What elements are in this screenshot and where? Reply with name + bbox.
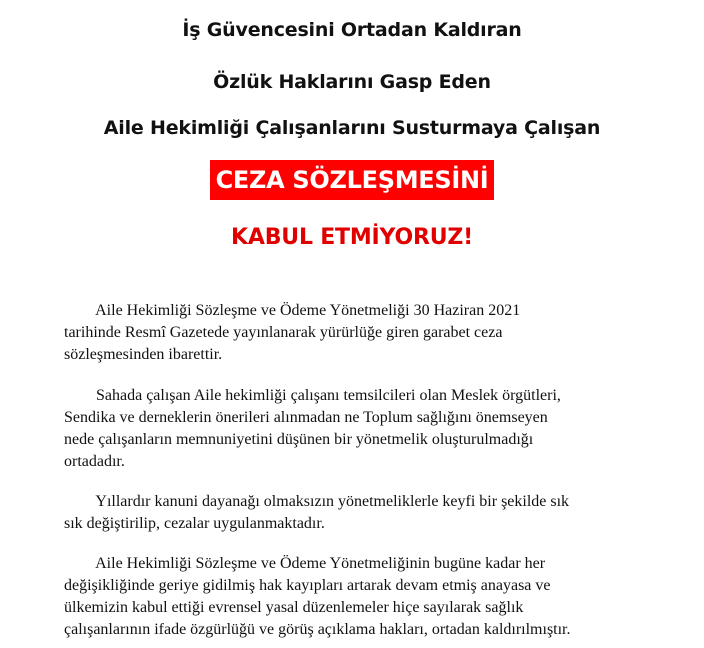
- slogan: KABUL ETMİYORUZ!: [231, 225, 473, 250]
- heading-line-1: İş Güvencesini Ortadan Kaldıran: [182, 19, 522, 41]
- paragraph-line: Sendika ve derneklerin önerileri alınmadan ne Toplum sağlığını önemseyen: [64, 409, 548, 426]
- paragraph-line: sözleşmesinden ibarettir.: [64, 346, 223, 363]
- paragraph-line: sık değiştirilip, cezalar uygulanmaktadır.: [64, 515, 325, 532]
- paragraph-3: [64, 491, 636, 535]
- paragraph-line: ülkemizin kabul ettiği evrensel yasal düzenlemeler hiçe sayılarak sağlık: [64, 599, 524, 616]
- paragraph-line: Sahada çalışan Aile hekimliği çalışanı temsilcileri olan Meslek örgütleri,: [64, 387, 561, 404]
- paragraph-4: [64, 553, 636, 641]
- paragraph-line: Aile Hekimliği Sözleşme ve Ödeme Yönetmeliği 30 Haziran 2021: [64, 302, 521, 319]
- paragraph-line: ortadadır.: [64, 453, 125, 470]
- highlight-wrapper: [0, 160, 704, 200]
- paragraph-1: [64, 300, 636, 366]
- highlight-banner: CEZA SÖZLEŞMESİNİ: [210, 160, 495, 200]
- paragraph-line: tarihinde Resmî Gazetede yayınlanarak yürürlüğe giren garabet ceza: [64, 324, 503, 341]
- heading-line-2: Özlük Haklarını Gasp Eden: [213, 71, 491, 93]
- paragraph-line: Aile Hekimliği Sözleşme ve Ödeme Yönetmeliğinin bugüne kadar her: [64, 555, 546, 572]
- paragraph-line: değişikliğinde geriye gidilmiş hak kayıpları artarak devam etmiş anayasa ve: [64, 577, 551, 594]
- paragraph-line: nede çalışanların memnuniyetini düşünen bir yönetmelik oluşturulmadığı: [64, 431, 534, 448]
- paragraph-line: çalışanlarının ifade özgürlüğü ve görüş açıklama hakları, ortadan kaldırılmıştır.: [64, 621, 571, 638]
- heading-line-3: Aile Hekimliği Çalışanlarını Susturmaya Çalışan: [103, 117, 601, 139]
- paragraph-2: [64, 385, 636, 473]
- paragraph-line: Yıllardır kanuni dayanağı olmaksızın yönetmeliklerle keyfi bir şekilde sık: [64, 493, 570, 510]
